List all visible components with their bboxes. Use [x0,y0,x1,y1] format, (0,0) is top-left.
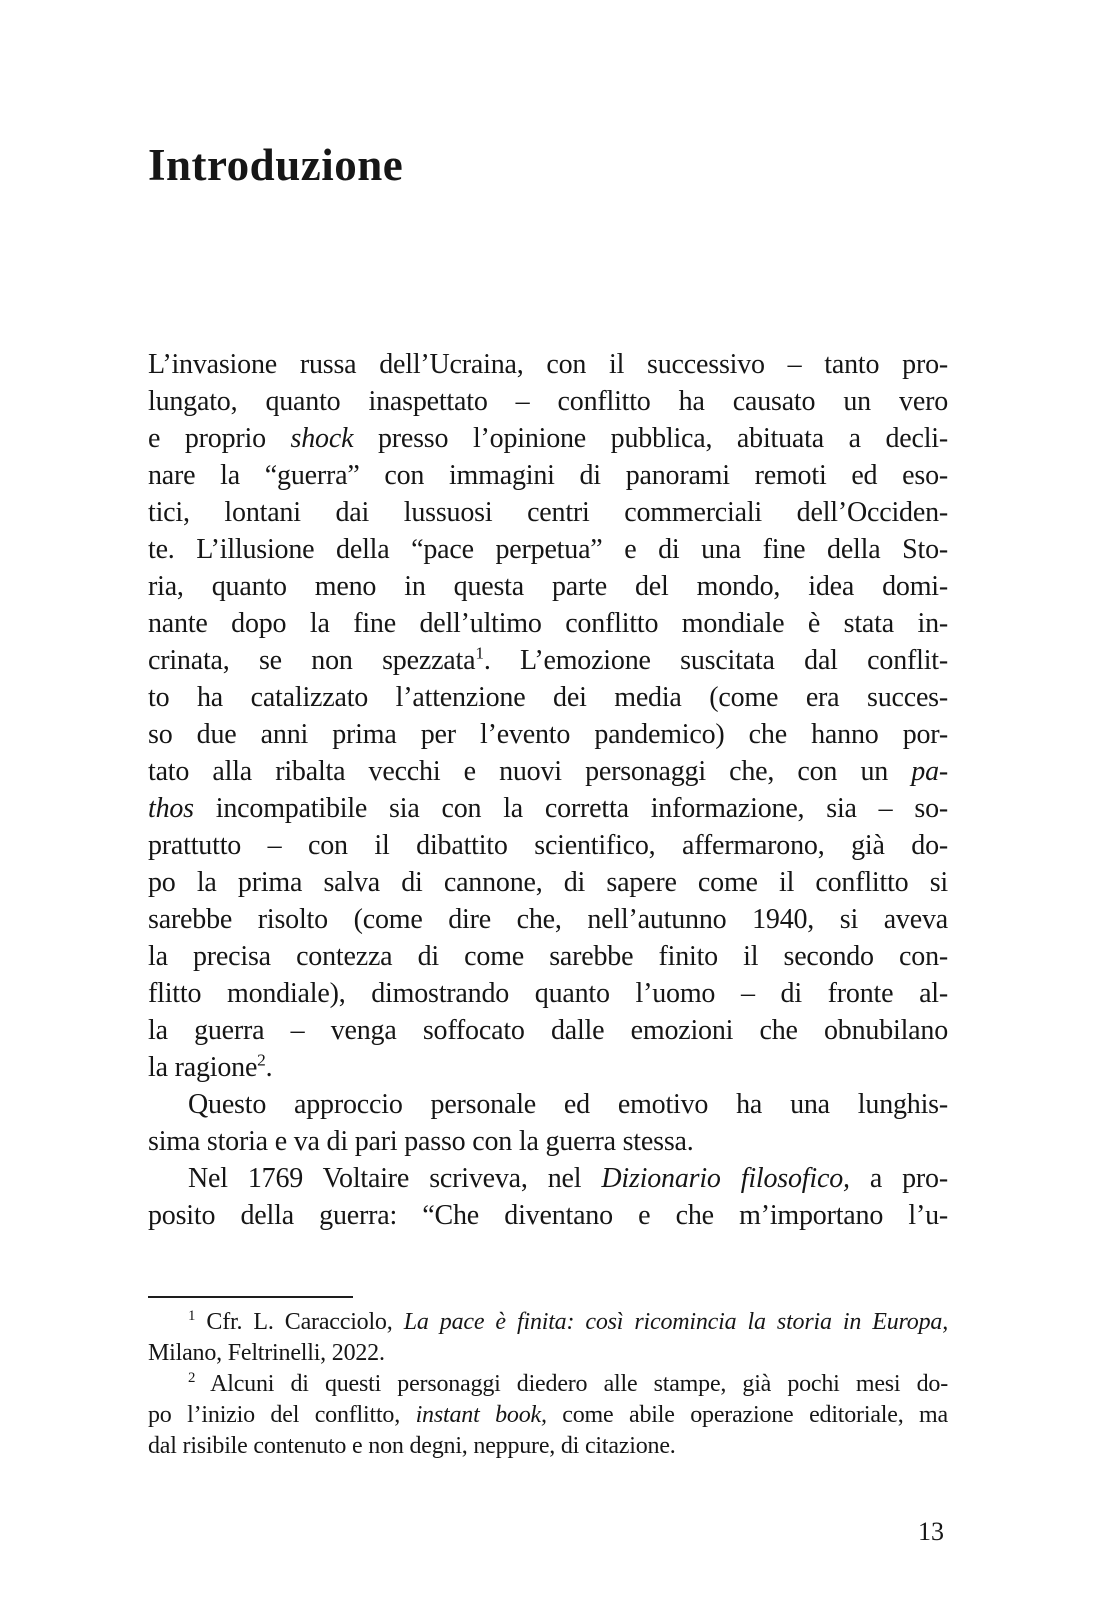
footnote-line [148,1400,948,1431]
text-segment: te. L’illusione della “pace perpetua” e di una fine della Sto- [148,534,948,565]
text-segment: sima storia e va di pari passo con la guerra stessa. [148,1126,694,1157]
body-line [148,457,948,494]
text-segment: nante dopo la fine dell’ultimo conflitto mondiale è stata in- [148,608,948,639]
footnote-marker: 1 [475,643,484,663]
text-segment: so due anni prima per l’evento pandemico) che hanno por- [148,719,948,750]
footnote-line [148,1431,948,1462]
text-segment: tici, lontani dai lussuosi centri commerciali dell’Occiden- [148,497,948,528]
text-segment: Dizionario filosofico, [601,1163,850,1194]
body-line [148,494,948,531]
body-line [148,975,948,1012]
text-segment: presso l’opinione pubblica, abituata a decli- [353,423,948,454]
text-segment: thos [148,793,194,824]
text-segment: La pace è finita: così ricomincia la storia in Europa, [403,1309,948,1335]
text-segment: . L’emozione suscitata dal conflit- [483,645,948,676]
text-segment: tato alla ribalta vecchi e nuovi personaggi che, con un [148,756,912,787]
body-line [148,716,948,753]
text-segment: po la prima salva di cannone, di sapere come il conflitto si [148,867,948,898]
text-segment: la ragione [148,1052,258,1083]
text-segment: dal risibile contenuto e non degni, neppure, di citazione. [148,1433,676,1459]
body-text-block [148,346,948,1234]
text-segment: Nel 1769 Voltaire scriveva, nel [188,1163,602,1194]
text-segment: Questo approccio personale ed emotivo ha una lunghis- [188,1089,948,1120]
body-line [148,346,948,383]
footnotes-block [148,1307,948,1462]
text-segment: Cfr. L. Caracciolo, [195,1309,404,1335]
text-segment: pa- [911,756,948,787]
body-line [148,642,948,679]
text-segment: e proprio [148,423,291,454]
footnote-marker: 1 [188,1308,196,1324]
body-line [148,1012,948,1049]
text-segment: come abile operazione editoriale, ma [546,1402,948,1428]
body-line [148,383,948,420]
text-segment: sarebbe risolto (come dire che, nell’autunno 1940, si aveva [148,904,948,935]
footnote-marker: 2 [257,1050,266,1070]
text-segment: crinata, se non spezzata [148,645,476,676]
body-line [148,1049,948,1086]
text-segment: la precisa contezza di come sarebbe finito il secondo con- [148,941,948,972]
text-segment: po l’inizio del conflitto, [148,1402,416,1428]
body-line [148,420,948,457]
text-segment: a pro- [849,1163,948,1194]
text-segment: flitto mondiale), dimostrando quanto l’uomo – di fronte al- [148,978,948,1009]
text-segment: L’invasione russa dell’Ucraina, con il successivo – tanto pro- [148,349,948,380]
text-segment: ria, quanto meno in questa parte del mondo, idea domi- [148,571,948,602]
body-line [148,864,948,901]
body-line [148,1197,948,1234]
body-line [148,790,948,827]
page-number: 13 [918,1517,944,1546]
body-line [148,1123,948,1160]
text-segment: la guerra – venga soffocato dalle emozioni che obnubilano [148,1015,948,1046]
text-segment: Milano, Feltrinelli, 2022. [148,1340,385,1366]
body-line [148,753,948,790]
text-segment: lungato, quanto inaspettato – conflitto ha causato un vero [148,386,948,417]
body-line [148,679,948,716]
body-line [148,1160,948,1197]
body-line [148,568,948,605]
body-line [148,531,948,568]
footnote-line [148,1307,948,1338]
footnote-line [148,1338,948,1369]
footnote-separator-rule [148,1296,353,1298]
body-line [148,938,948,975]
text-segment: to ha catalizzato l’attenzione dei media (come era succes- [148,682,948,713]
body-line [148,1086,948,1123]
chapter-title: Introduzione [148,140,404,190]
text-segment: incompatibile sia con la corretta informazione, sia – so- [193,793,948,824]
footnote-marker: 2 [188,1370,196,1386]
text-segment: shock [290,423,354,454]
text-segment: . [265,1052,273,1083]
body-line [148,605,948,642]
body-line [148,827,948,864]
text-segment: nare la “guerra” con immagini di panorami remoti ed eso- [148,460,948,491]
text-segment: prattutto – con il dibattito scientifico, affermarono, già do- [148,830,948,861]
text-segment: posito della guerra: “Che diventano e che m’importano l’u- [148,1200,948,1231]
footnote-line [148,1369,948,1400]
text-segment: Alcuni di questi personaggi diedero alle stampe, già pochi mesi do- [195,1371,948,1397]
body-line [148,901,948,938]
text-segment: instant book, [415,1402,547,1428]
